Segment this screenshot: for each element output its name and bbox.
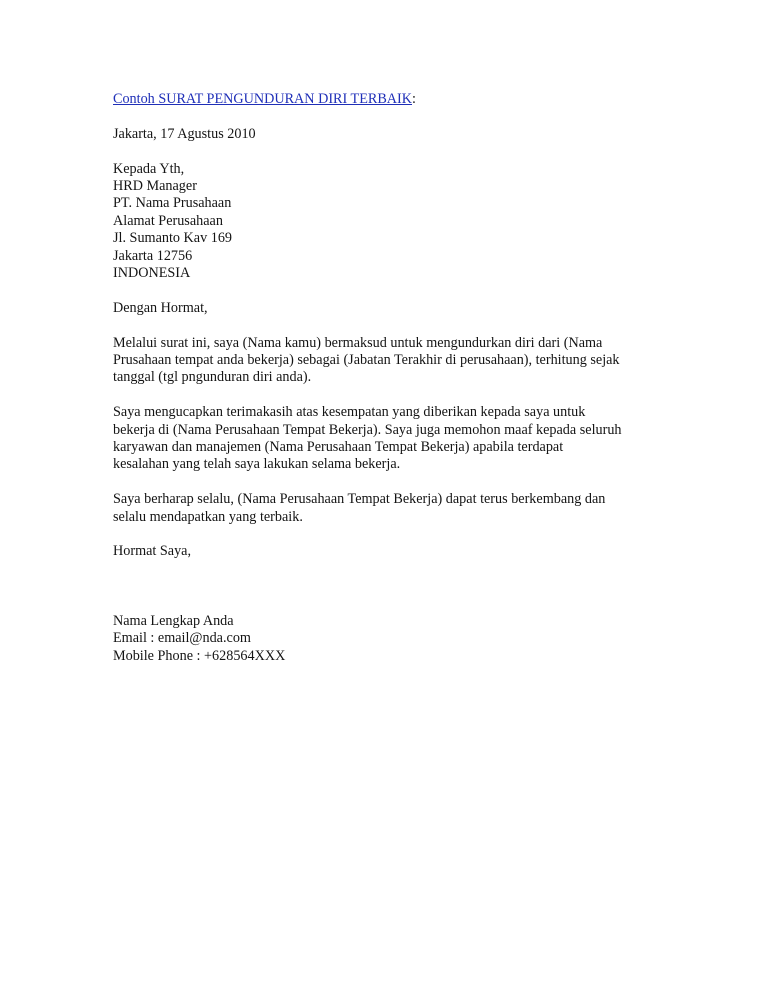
recipient-block — [113, 161, 673, 283]
paragraph-2 — [113, 404, 673, 474]
paragraph-1 — [113, 335, 673, 387]
spacer — [113, 578, 673, 595]
spacer — [113, 474, 673, 491]
recipient-line: INDONESIA — [113, 265, 191, 282]
recipient-line: HRD Manager — [113, 178, 197, 194]
spacer — [113, 108, 673, 125]
title-colon: : — [412, 91, 416, 107]
paragraph-3 — [113, 491, 673, 526]
date-line: Jakarta, 17 Agustus 2010 — [113, 125, 256, 142]
paragraph-line: Saya mengucapkan terimakasih atas kesempatan yang diberikan kepada saya untuk — [113, 404, 586, 421]
paragraph-line: Prusahaan tempat anda bekerja) sebagai (Jabatan Terakhir di perusahaan), terhitung sejak — [113, 352, 620, 369]
spacer — [113, 143, 673, 160]
recipient-line: PT. Nama Prusahaan — [113, 195, 232, 212]
paragraph-line: selalu mendapatkan yang terbaik. — [113, 508, 303, 525]
spacer — [113, 387, 673, 404]
spacer — [113, 282, 673, 299]
letter-title — [113, 91, 673, 108]
salutation: Dengan Hormat, — [113, 299, 208, 316]
paragraph-line: Saya berharap selalu, (Nama Perusahaan Tempat Bekerja) dapat terus berkembang dan — [113, 491, 606, 508]
signature-email: Email : email@nda.com — [113, 630, 251, 647]
title-link[interactable]: Contoh SURAT PENGUNDURAN DIRI TERBAIK — [113, 91, 413, 107]
spacer — [113, 596, 673, 613]
signature-block — [113, 613, 673, 665]
recipient-line: Kepada Yth, — [113, 160, 185, 177]
letter-document — [113, 91, 673, 665]
paragraph-line: bekerja di (Nama Perusahaan Tempat Bekerja). Saya juga memohon maaf kepada seluruh — [113, 421, 622, 438]
paragraph-line: kesalahan yang telah saya lakukan selama bekerja. — [113, 456, 401, 473]
paragraph-line: tanggal (tgl pngunduran diri anda). — [113, 369, 312, 386]
signature-phone: Mobile Phone : +628564XXX — [113, 647, 286, 664]
paragraph-line: karyawan dan manajemen (Nama Perusahaan Tempat Bekerja) apabila terdapat — [113, 439, 564, 456]
spacer — [113, 561, 673, 578]
recipient-line: Jl. Sumanto Kav 169 — [113, 230, 233, 247]
signature-name: Nama Lengkap Anda — [113, 613, 234, 630]
spacer — [113, 317, 673, 334]
closing: Hormat Saya, — [113, 543, 192, 560]
recipient-line: Alamat Perusahaan — [113, 212, 223, 229]
spacer — [113, 526, 673, 543]
paragraph-line: Melalui surat ini, saya (Nama kamu) bermaksud untuk mengundurkan diri dari (Nama — [113, 334, 603, 351]
recipient-line: Jakarta 12756 — [113, 247, 193, 264]
